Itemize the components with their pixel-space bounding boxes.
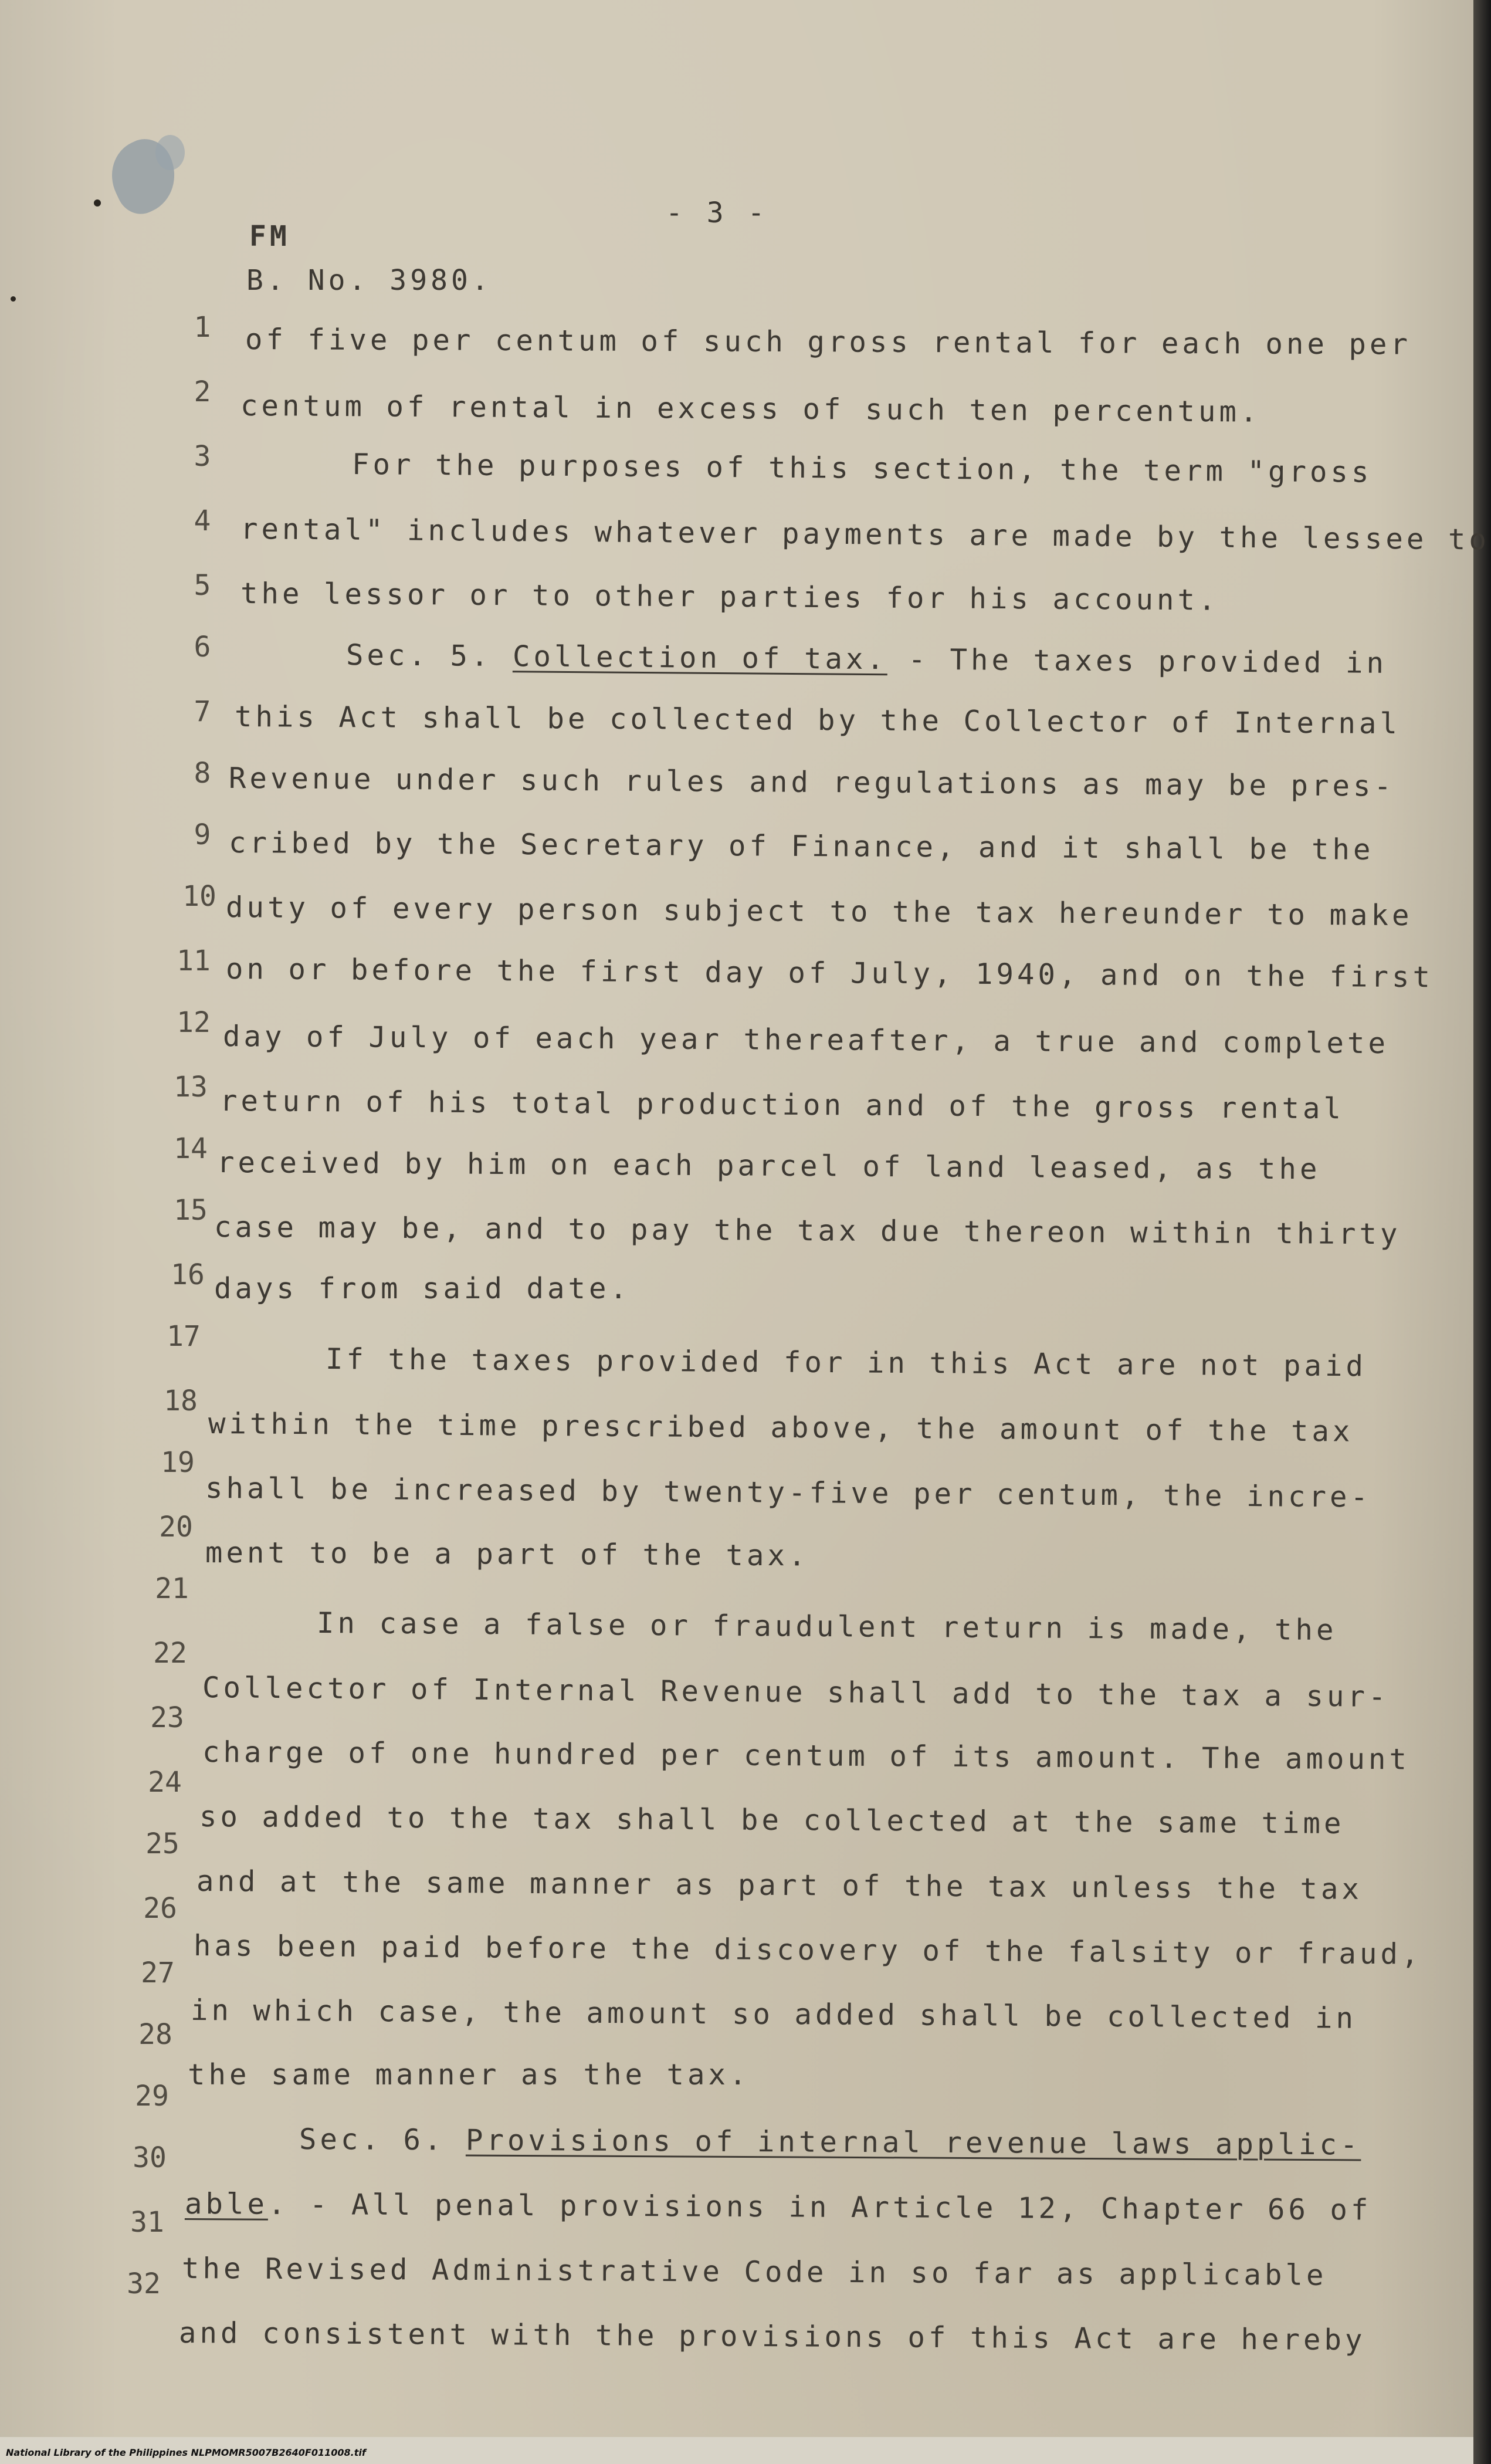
- document-line: cribed by the Secretary of Finance, and it shall be the: [228, 826, 1374, 867]
- line-number: 11: [177, 945, 211, 977]
- bill-number: B. No. 3980.: [246, 264, 492, 297]
- document-line: of five per centum of such gross rental for each one per: [245, 323, 1412, 361]
- document-line: If the taxes provided for in this Act are not paid: [325, 1342, 1367, 1383]
- line-number: 20: [159, 1511, 193, 1544]
- line-number: 19: [161, 1446, 195, 1479]
- document-line: day of July of each year thereafter, a true and complete: [222, 1020, 1390, 1061]
- scan-edge: [1473, 0, 1491, 2464]
- line-number: 18: [164, 1385, 198, 1417]
- line-number: 13: [174, 1071, 208, 1104]
- line-number: 7: [194, 695, 211, 728]
- document-line: the same manner as the tax.: [188, 2058, 750, 2091]
- line-number: 6: [194, 631, 211, 664]
- line-number: 12: [177, 1006, 211, 1039]
- section-heading: Provisions of internal revenue laws applic-: [465, 2123, 1361, 2162]
- document-line: case may be, and to pay the tax due thereon within thirty: [214, 1210, 1401, 1251]
- document-line: [185, 2187, 1372, 2227]
- line-number: 26: [143, 1892, 177, 1925]
- section-number: Sec. 5.: [345, 638, 513, 673]
- document-line: rental" includes whatever payments are made by the lessee to: [240, 512, 1490, 557]
- line-number: 2: [194, 375, 211, 408]
- line-number: 8: [194, 757, 211, 790]
- section-text: - The taxes provided in: [887, 642, 1388, 680]
- typist-initials: FM: [249, 220, 290, 253]
- line-number: 9: [194, 818, 211, 851]
- line-number: 17: [167, 1320, 201, 1353]
- line-number: 3: [194, 440, 211, 473]
- ink-spot: [94, 199, 101, 207]
- line-number: 22: [153, 1637, 187, 1670]
- document-line: the Revised Administrative Code in so far as applicable: [181, 2252, 1327, 2292]
- document-line: centum of rental in excess of such ten percentum.: [240, 389, 1261, 429]
- page-number: - 3 -: [666, 197, 768, 229]
- line-number: 30: [133, 2141, 167, 2174]
- document-line: in which case, the amount so added shall be collected in: [190, 1993, 1357, 2035]
- document-line: duty of every person subject to the tax hereunder to make: [225, 891, 1413, 933]
- line-number: 1: [194, 311, 211, 344]
- document-line: ment to be a part of the tax.: [205, 1536, 809, 1573]
- document-line: days from said date.: [214, 1272, 631, 1305]
- document-line: this Act shall be collected by the Collector of Internal: [234, 700, 1401, 741]
- tear-mark: [155, 135, 185, 170]
- line-number: 24: [148, 1766, 182, 1799]
- archive-footer-text: National Library of the Philippines NLPMOMR5007B2640F011008.tif: [6, 2447, 366, 2458]
- line-number: 5: [194, 569, 211, 602]
- line-number: 31: [130, 2206, 164, 2239]
- document-line: and consistent with the provisions of this Act are hereby: [178, 2316, 1366, 2357]
- document-line: so added to the tax shall be collected at the same time: [199, 1800, 1345, 1840]
- section-number: Sec. 6.: [299, 2123, 466, 2157]
- line-number: 32: [127, 2267, 161, 2300]
- line-number: 4: [194, 505, 211, 537]
- document-line: return of his total production and of the gross rental: [219, 1084, 1345, 1126]
- document-line: the lessor or to other parties for his account.: [240, 577, 1219, 617]
- archive-footer: [0, 2437, 1473, 2464]
- section-text: . - All penal provisions in Article 12, Chapter 66 of: [267, 2187, 1372, 2227]
- document-line: Revenue under such rules and regulations as may be pres-: [228, 761, 1395, 803]
- line-number: 25: [145, 1827, 179, 1860]
- document-line: For the purposes of this section, the term "gross: [351, 448, 1373, 489]
- section-heading: Collection of tax.: [512, 639, 888, 676]
- line-number: 10: [182, 880, 216, 913]
- document-line: charge of one hundred per centum of its amount. The amount: [202, 1735, 1411, 1776]
- document-line: received by him on each parcel of land leased, as the: [216, 1146, 1321, 1186]
- line-number: 23: [150, 1701, 184, 1734]
- line-number: 14: [174, 1132, 208, 1165]
- document-line: has been paid before the discovery of the falsity or fraud,: [193, 1929, 1422, 1971]
- document-line: [299, 2123, 1361, 2161]
- document-line: [346, 638, 1387, 680]
- document-line: and at the same manner as part of the tax unless the tax: [196, 1864, 1363, 1906]
- document-line: In case a false or fraudulent return is made, the: [316, 1606, 1337, 1647]
- document-line: on or before the first day of July, 1940, and on the first: [225, 952, 1434, 994]
- document-line: Collector of Internal Revenue shall add to the tax a sur-: [202, 1671, 1390, 1714]
- line-number: 27: [141, 1957, 175, 1989]
- line-number: 15: [174, 1194, 208, 1227]
- line-number: 16: [171, 1258, 205, 1291]
- section-heading: able: [184, 2187, 269, 2221]
- line-number: 28: [138, 2018, 172, 2051]
- line-number: 21: [155, 1572, 189, 1605]
- document-line: shall be increased by twenty-five per centum, the incre-: [205, 1471, 1372, 1514]
- document-line: within the time prescribed above, the amount of the tax: [208, 1407, 1354, 1448]
- line-number: 29: [135, 2080, 169, 2113]
- ink-spot: [11, 296, 16, 302]
